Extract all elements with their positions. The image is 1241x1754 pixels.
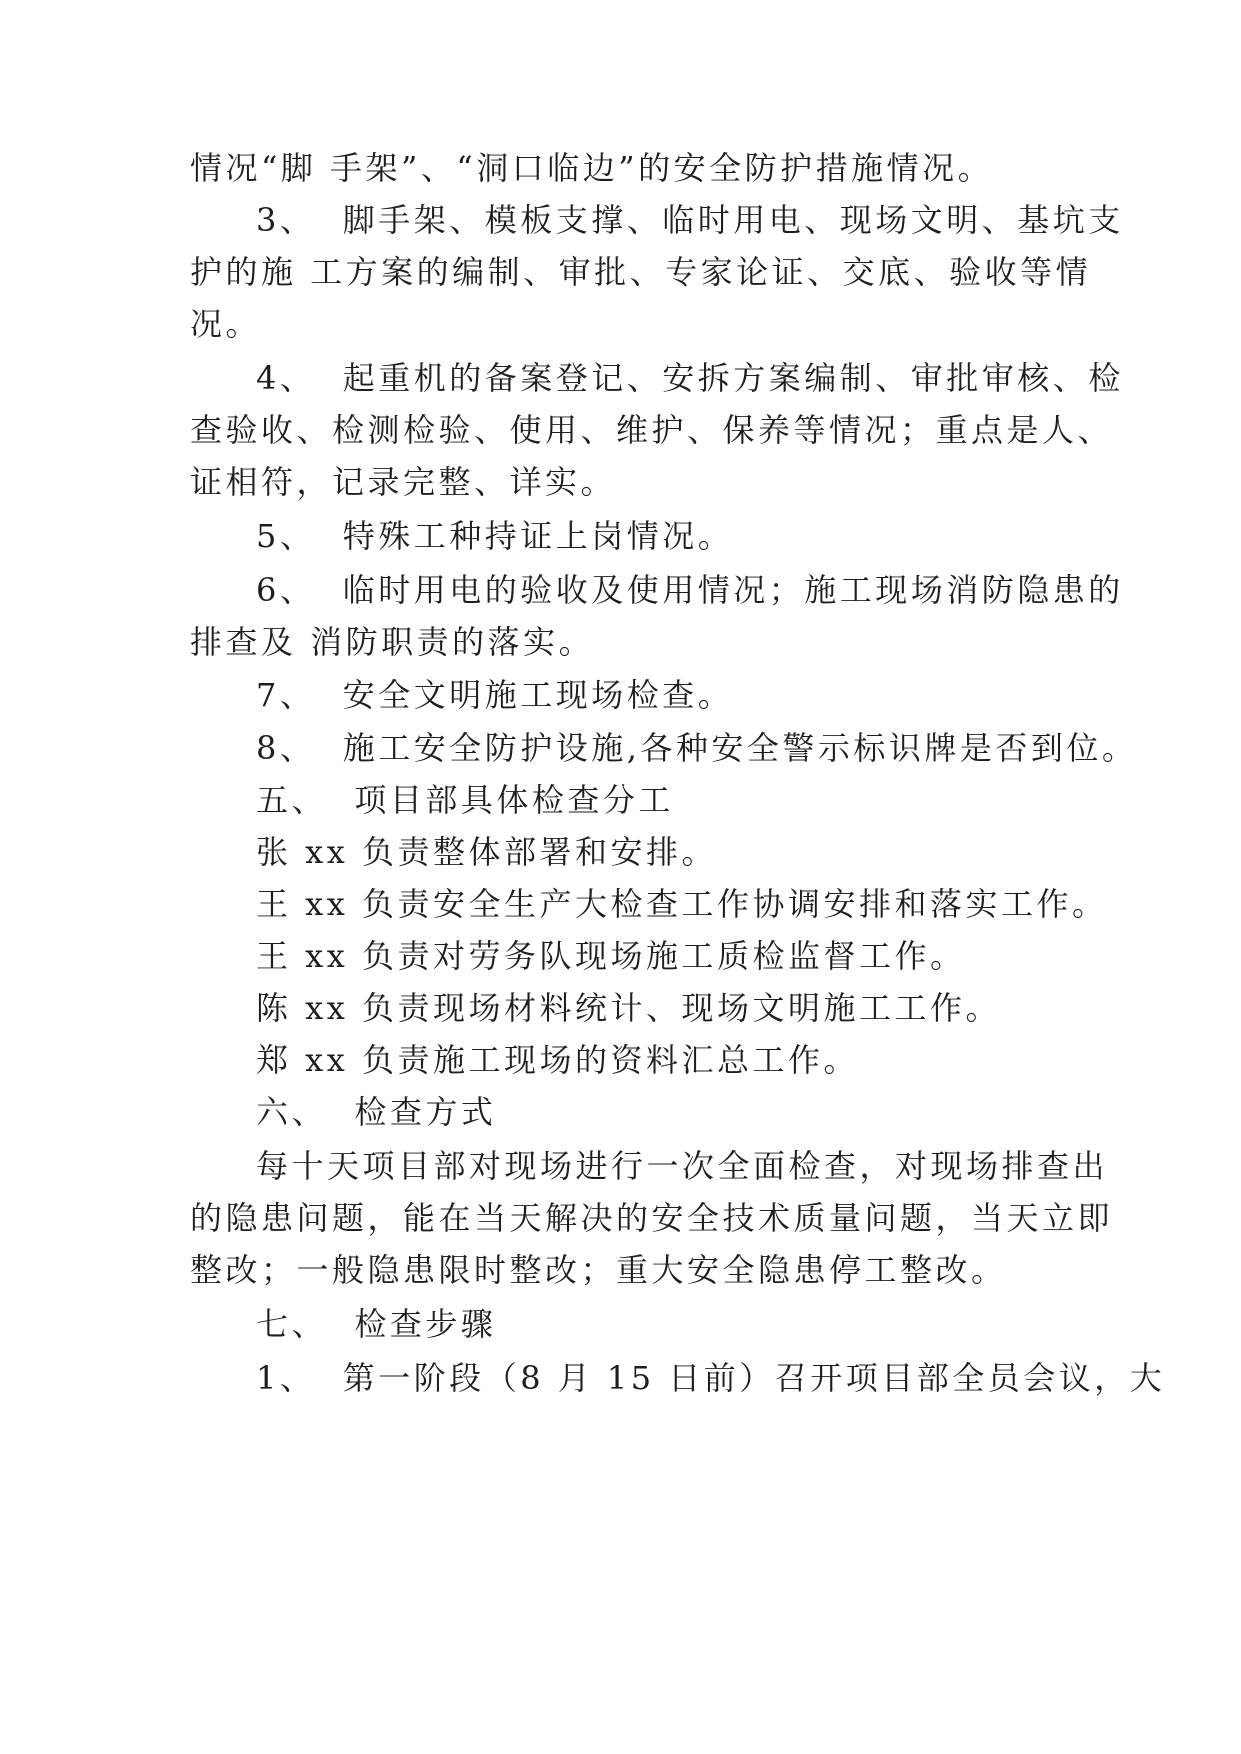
text-line: 证相符，记录完整、详实。 [190,463,617,501]
list-item-7: 7、 安全文明施工现场检查。 [256,676,734,714]
paragraph-line: 的隐患问题，能在当天解决的安全技术质量问题，当天立即 [190,1199,1114,1237]
text-line: 排查及 消防职责的落实。 [190,623,595,661]
list-item-5: 5、 特殊工种持证上岗情况。 [256,517,734,555]
assignment-line: 王 xx 负责对劳务队现场施工质检监督工作。 [256,937,966,975]
text-line: 况。 [190,305,262,343]
list-item-4: 4、 起重机的备案登记、安拆方案编制、审批审核、检 [256,359,1124,397]
list-item-1: 1、 第一阶段（8 月 15 日前）召开项目部全员会议，大 [256,1359,1166,1397]
text-line: 护的施 工方案的编制、审批、专家论证、交底、验收等情 [190,253,1092,291]
assignment-line: 郑 xx 负责施工现场的资料汇总工作。 [256,1041,859,1079]
assignment-line: 陈 xx 负责现场材料统计、现场文明施工工作。 [256,989,1001,1027]
assignment-line: 张 xx 负责整体部署和安排。 [256,833,717,871]
section-heading-5: 五、 项目部具体检查分工 [256,781,674,819]
section-heading-6: 六、 检查方式 [256,1093,497,1131]
paragraph-line: 每十天项目部对现场进行一次全面检查，对现场排查出 [256,1147,1109,1185]
list-item-8: 8、 施工安全防护设施,各种安全警示标识牌是否到位。 [256,729,1138,767]
section-heading-7: 七、 检查步骤 [256,1305,497,1343]
list-item-3: 3、 脚手架、模板支撑、临时用电、现场文明、基坑支 [256,201,1124,239]
text-line: 查验收、检测检验、使用、维护、保养等情况；重点是人、 [190,411,1114,449]
text-line: 情况“脚 手架”、“洞口临边”的安全防护措施情况。 [190,149,994,187]
list-item-6: 6、 临时用电的验收及使用情况；施工现场消防隐患的 [256,571,1124,609]
assignment-line: 王 xx 负责安全生产大检查工作协调安排和落实工作。 [256,885,1108,923]
paragraph-line: 整改；一般隐患限时整改；重大安全隐患停工整改。 [190,1251,1007,1289]
